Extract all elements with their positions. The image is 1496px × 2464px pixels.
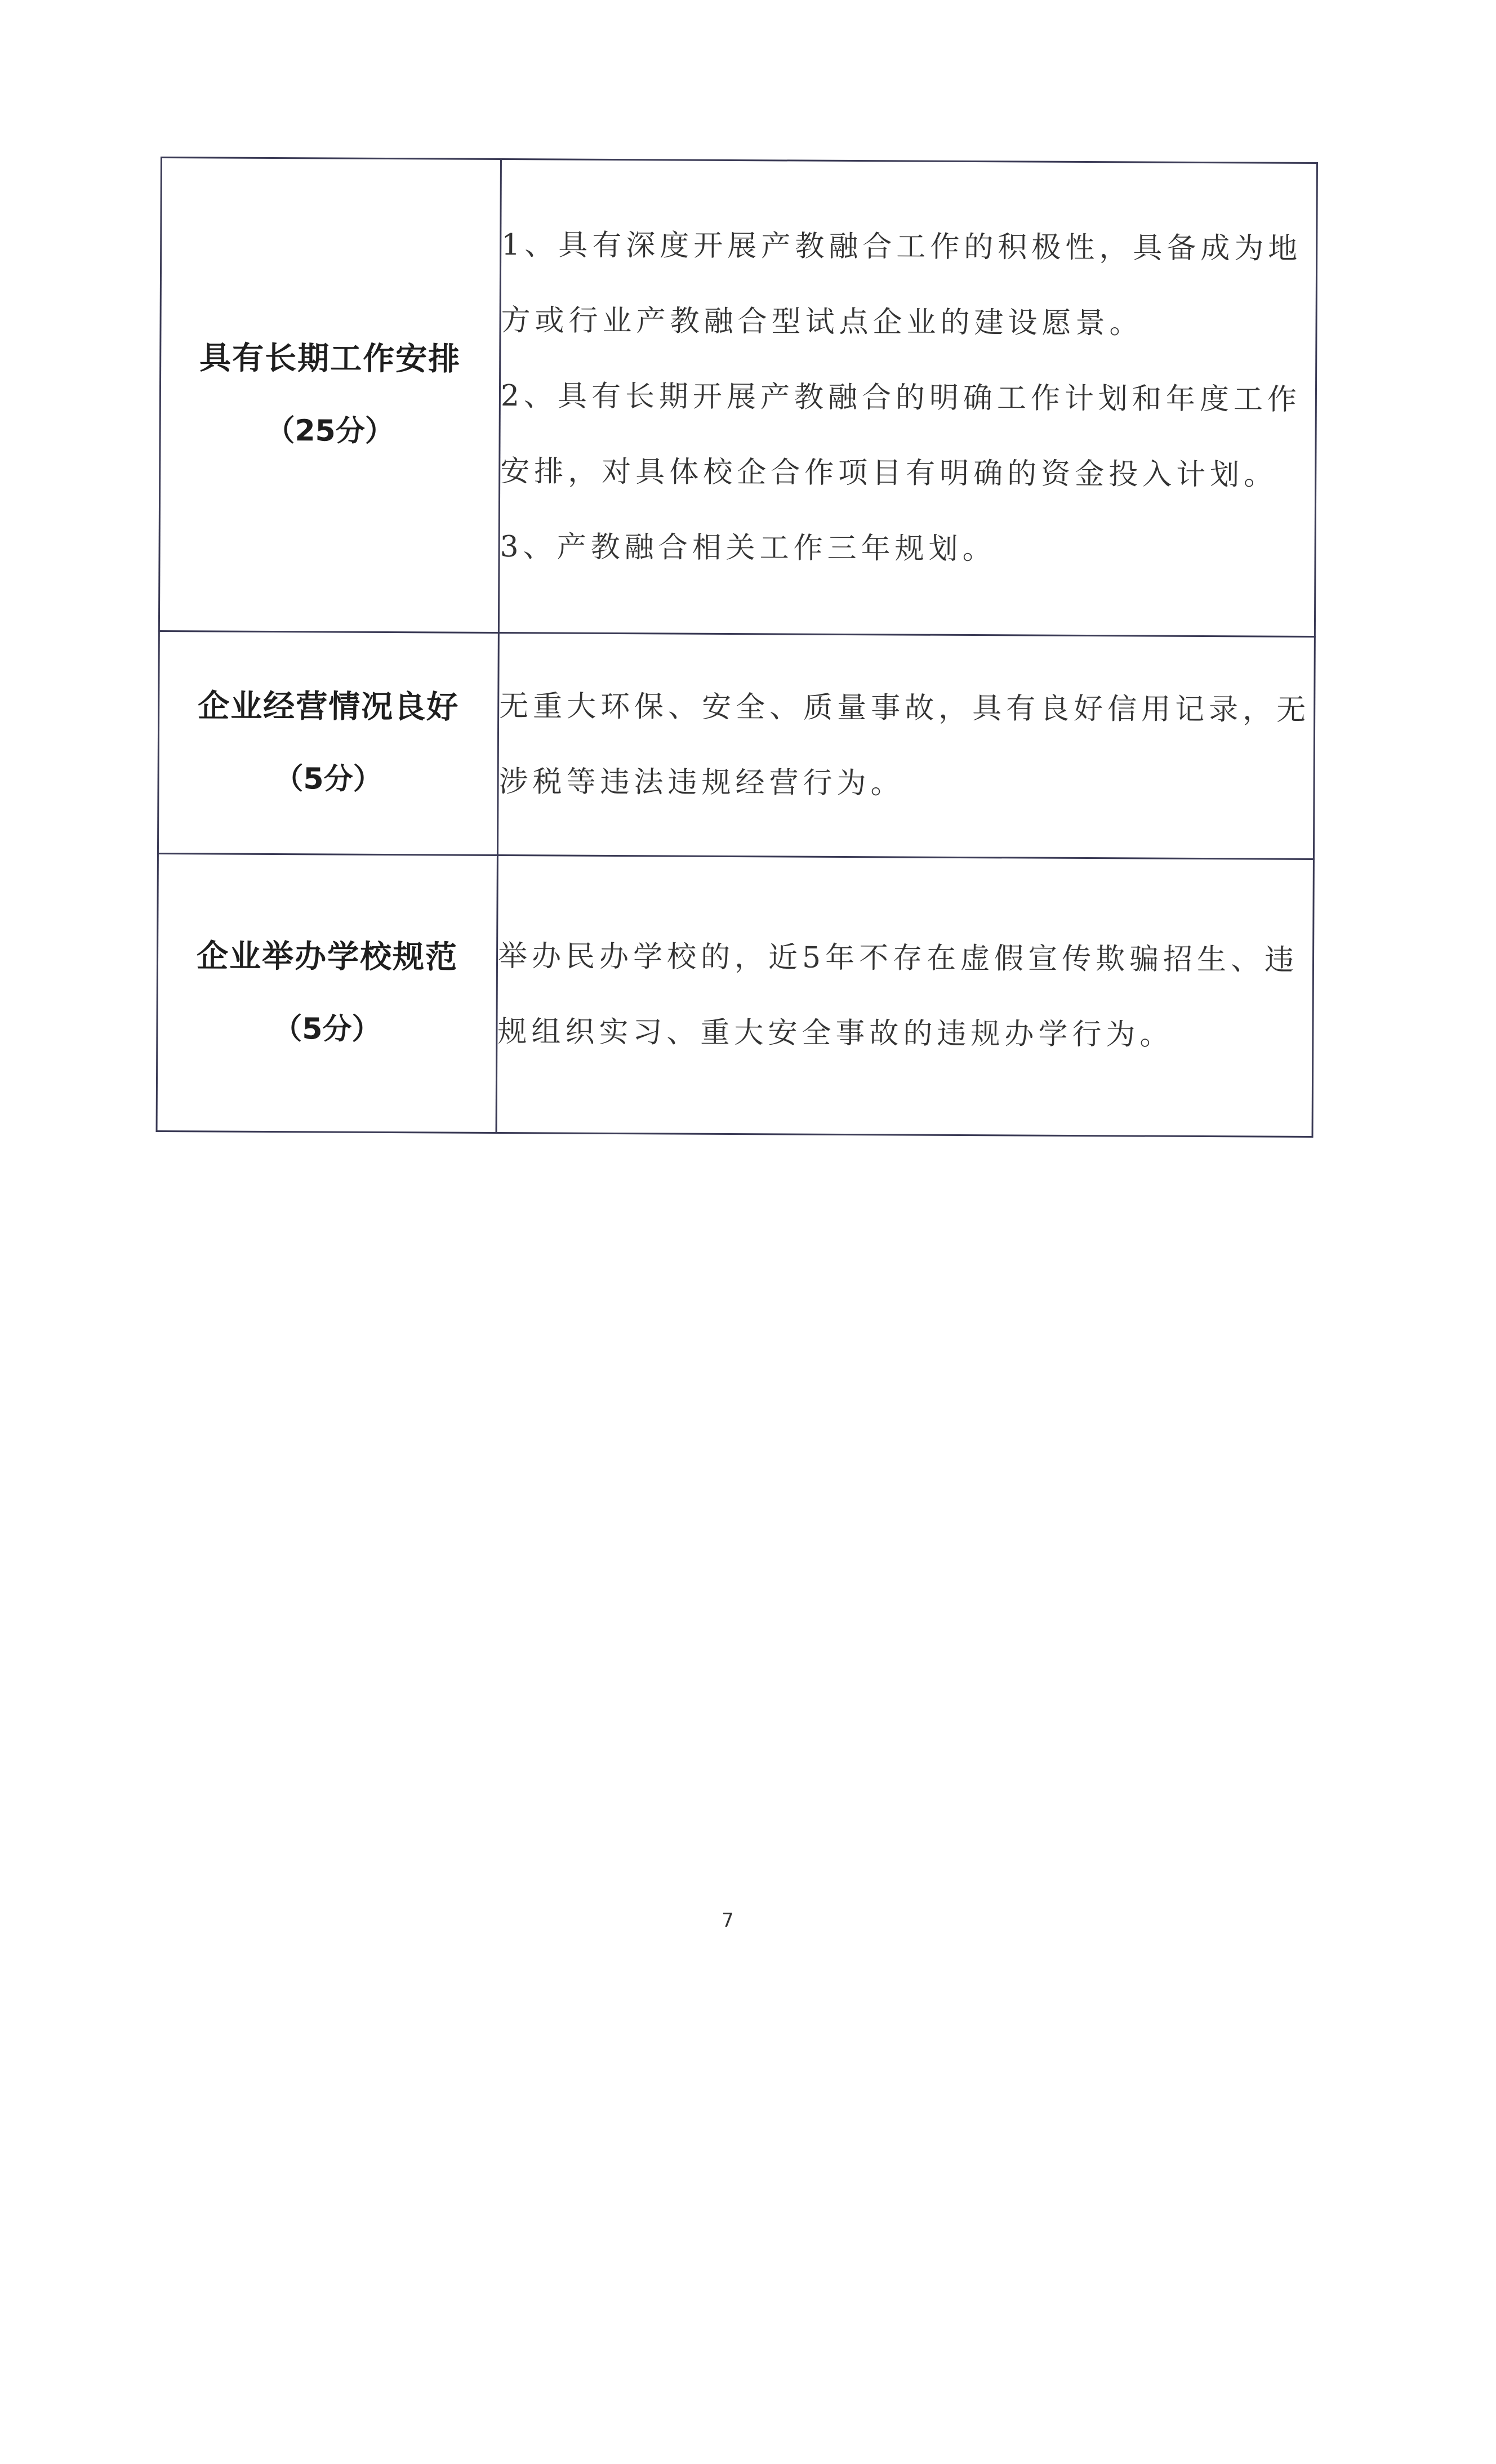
description-item: 无重大环保、安全、质量事故，具有良好信用记录，无涉税等违法违规经营行为。 bbox=[498, 689, 1311, 801]
table-row bbox=[159, 158, 1317, 637]
page-number: 7 bbox=[722, 1909, 734, 1932]
criterion-title: 具有长期工作安排 bbox=[199, 340, 461, 378]
description-item: 3、产教融合相关工作三年规划。 bbox=[500, 529, 996, 567]
criterion-title: 企业举办学校规范 bbox=[196, 938, 458, 976]
description-item: 1、具有深度开展产教融合工作的积极性，具备成为地方或行业产教融合型试点企业的建设愿景。 bbox=[501, 228, 1302, 341]
description-item: 2、具有长期开展产教融合的明确工作计划和年度工作安排，对具体校企合作项目有明确的资金投入计划。 bbox=[500, 378, 1302, 492]
criterion-description-cell bbox=[498, 159, 1317, 636]
criteria-table bbox=[156, 157, 1318, 1138]
description-item: 举办民办学校的，近5年不存在虚假宣传欺骗招生、违规组织实习、重大安全事故的违规办学行为。 bbox=[497, 939, 1299, 1052]
criterion-description bbox=[500, 207, 1316, 589]
criterion-score: （5分） bbox=[273, 1012, 381, 1046]
criterion-label-cell bbox=[159, 158, 501, 633]
criterion-label-cell bbox=[157, 853, 497, 1133]
criterion-description bbox=[498, 669, 1314, 823]
criterion-description bbox=[497, 919, 1312, 1073]
criterion-label-cell bbox=[158, 631, 498, 855]
table-row bbox=[157, 853, 1314, 1137]
criterion-score: （25分） bbox=[265, 413, 394, 449]
criterion-title: 企业经营情况良好 bbox=[198, 688, 460, 726]
table-row bbox=[158, 631, 1315, 859]
criterion-description-cell bbox=[496, 855, 1314, 1137]
criterion-description-cell bbox=[497, 632, 1315, 859]
criterion-score: （5分） bbox=[274, 761, 382, 796]
